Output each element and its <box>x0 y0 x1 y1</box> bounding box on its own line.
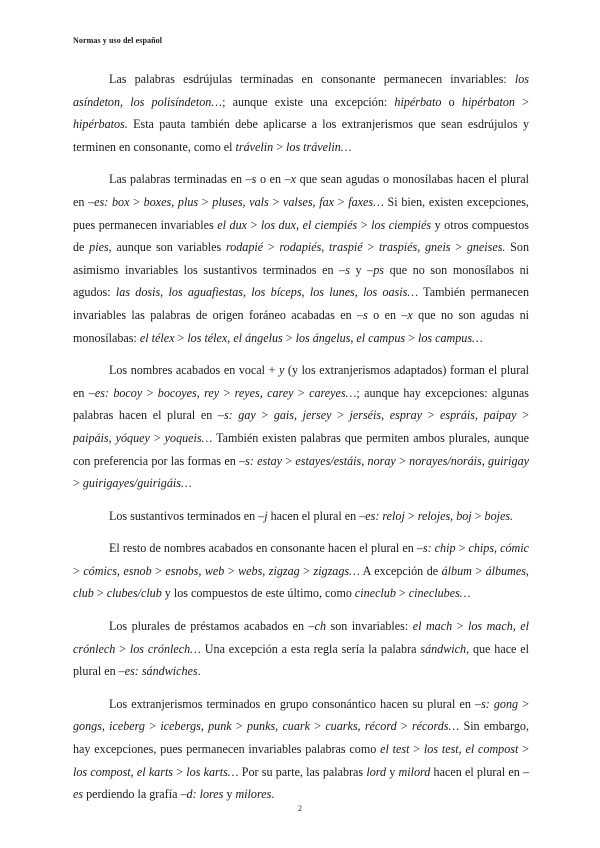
italic-term: rodapié <box>225 240 264 255</box>
italic-term: hipérbaton <box>461 94 515 109</box>
text-run: > <box>404 508 418 523</box>
italic-term: los asíndeton, los polisíndeton… <box>73 72 529 109</box>
text-run: > <box>471 508 485 523</box>
text-run: Una excepción a esta regla sería la palabra <box>200 641 421 656</box>
italic-term: j <box>264 508 268 523</box>
text-run: > <box>255 408 274 423</box>
paragraph-5 <box>73 537 529 605</box>
italic-term: reyes, carey <box>234 385 294 400</box>
italic-term: ch <box>314 619 327 634</box>
text-run: Las palabras esdrújulas terminadas en consonante permanecen invariables: <box>109 72 515 86</box>
text-run: hacen el plural en – <box>430 764 530 779</box>
text-run: o <box>441 94 462 109</box>
text-run: > <box>173 764 187 779</box>
text-run: > <box>516 408 529 423</box>
italic-term: boxes, plus <box>143 194 199 209</box>
document-body <box>73 68 529 806</box>
italic-term: x <box>290 172 297 187</box>
text-run: y otros compuestos de <box>73 217 529 255</box>
text-run: > <box>357 217 372 232</box>
text-run: > <box>142 385 158 400</box>
text-run: ; aunque existe una excepción: <box>222 94 395 109</box>
italic-term: s: gong <box>481 696 519 711</box>
italic-term: los campus… <box>417 330 483 345</box>
italic-term: los télex, el ángelus <box>187 330 283 345</box>
text-run: > <box>247 217 261 232</box>
italic-term: bocoyes, rey <box>157 385 220 400</box>
italic-term: s: chip <box>422 541 456 556</box>
paragraph-6 <box>73 615 529 683</box>
text-run: > <box>282 330 296 345</box>
italic-term: trávelin <box>235 139 274 154</box>
text-run: > <box>263 240 280 255</box>
italic-term: norayes/noráis, guirigay <box>409 453 530 468</box>
paragraph-2 <box>73 168 529 349</box>
italic-term: chips, cómic <box>468 541 530 556</box>
italic-term: cuarks, récord <box>325 719 397 734</box>
text-run: > <box>224 563 239 578</box>
italic-term: el test <box>380 742 410 757</box>
text-run: A excepción de <box>359 563 442 578</box>
italic-term: s <box>345 262 350 277</box>
italic-term: s <box>251 172 257 187</box>
text-run: > <box>518 696 529 711</box>
text-run: y – <box>349 262 374 277</box>
text-run: hacen el plural en – <box>267 508 366 523</box>
text-run: También existen palabras que permiten ambos plurales, aunque con preferencia por las formas en – <box>73 430 529 468</box>
italic-term: y <box>278 363 285 378</box>
italic-term: clubes/club <box>106 586 162 601</box>
text-run: Son asimismo invariables los sustantivos terminados en – <box>73 240 529 277</box>
italic-term: los ciempiés <box>371 217 432 232</box>
italic-term: las dosis, los aguafiestas, los bíceps, los lunes, los oasis… <box>115 285 419 300</box>
text-run: > <box>471 563 486 578</box>
italic-term: s: estay <box>245 453 283 468</box>
italic-term: zigzags… <box>313 563 360 578</box>
text-run: También permanecen invariables las palabras de origen foráneo acabadas en – <box>73 285 529 322</box>
italic-term: sándwich <box>420 641 467 656</box>
text-run: y <box>223 787 236 802</box>
italic-term: pies <box>89 240 109 255</box>
text-run: > <box>231 719 247 734</box>
text-run: , que hace el plural en – <box>73 641 530 679</box>
italic-term: los ángelus, el campus <box>295 330 406 345</box>
italic-term: valses, fax <box>282 194 335 209</box>
italic-term: los dux, el ciempiés <box>260 217 358 232</box>
italic-term: álbum <box>441 563 472 578</box>
italic-term: los mach, el crónlech <box>73 619 530 656</box>
text-run: > <box>450 240 467 255</box>
italic-term: es: box <box>94 194 130 209</box>
text-run: > <box>268 194 283 209</box>
text-run: que no son monosílabos ni agudos: <box>73 262 529 300</box>
text-run: > <box>331 408 350 423</box>
text-run: Si bien, existen excepciones, pues permanecen invariables <box>73 194 529 232</box>
italic-term: jerséis, espray <box>349 408 422 423</box>
text-run: Sin embargo, hay excepciones, pues permanecen invariables palabras como <box>73 719 529 757</box>
text-run: > <box>421 408 441 423</box>
italic-term: bojes. <box>484 508 514 523</box>
text-run: y <box>386 764 399 779</box>
text-run: > <box>129 194 144 209</box>
text-run: Las palabras terminadas en – <box>109 172 252 187</box>
text-run: ; aunque hay excepciones: algunas palabras hacen el plural en – <box>73 385 529 423</box>
italic-term: guirigayes/guirigáis… <box>82 476 192 491</box>
italic-term: hipérbatos. <box>73 117 128 132</box>
italic-term: espráis, paipay <box>440 408 517 423</box>
text-run: Por su parte, las palabras <box>238 764 367 779</box>
running-header: Normas y uso del español <box>73 36 163 45</box>
italic-term: gais, jersey <box>273 408 332 423</box>
text-run: que sean agudas o monosílabas hacen el plural en – <box>73 172 529 209</box>
italic-term: hipérbato <box>394 94 442 109</box>
italic-term: milord <box>398 764 431 779</box>
text-run: > <box>334 194 349 209</box>
text-run: > <box>151 563 166 578</box>
italic-term: gongs, iceberg <box>73 719 145 734</box>
italic-term: el dux <box>217 217 247 232</box>
italic-term: s: gay <box>223 408 256 423</box>
paragraph-1 <box>73 68 529 158</box>
text-run: > <box>409 742 424 757</box>
text-run: que no son agudas ni monosílabas: <box>73 307 529 345</box>
italic-term: careyes… <box>309 385 357 400</box>
italic-term: esnobs, web <box>165 563 225 578</box>
italic-term: estayes/estáis, noray <box>295 453 396 468</box>
text-run: > <box>395 453 410 468</box>
italic-term: los test, el compost <box>423 742 519 757</box>
text-run: . <box>197 664 201 679</box>
italic-term: x <box>407 307 413 322</box>
text-run: Los plurales de préstamos acabados en – <box>109 619 315 634</box>
text-run: o en – <box>367 307 408 322</box>
italic-term: los crónlech… <box>129 641 201 656</box>
text-run: > <box>396 719 412 734</box>
italic-term: lord <box>366 764 387 779</box>
text-run: El resto de nombres acabados en consonante hacen el plural en – <box>109 541 423 556</box>
italic-term: el télex <box>139 330 175 345</box>
text-run: > <box>219 385 235 400</box>
italic-term: álbumes, club <box>73 563 529 601</box>
text-run: > <box>282 453 296 468</box>
text-run: Esta pauta también debe aplicarse a los extranjerismos que sean esdrújulos y terminen en consonante, como el <box>73 117 529 154</box>
text-run: > <box>93 586 107 601</box>
text-run: Los extranjerismos terminados en grupo consonántico hacen su plural en – <box>109 696 482 711</box>
italic-term: relojes, boj <box>417 508 472 523</box>
italic-term: icebergs, punk <box>160 719 232 734</box>
text-run: > <box>395 586 409 601</box>
text-run: > <box>73 476 83 491</box>
text-run: > <box>362 240 379 255</box>
italic-term: los karts… <box>186 764 239 779</box>
text-run: Los nombres acabados en vocal + <box>109 363 279 378</box>
text-run: (y los extranjerismos adaptados) forman el plural en – <box>73 363 529 400</box>
italic-term: punks, cuark <box>246 719 310 734</box>
text-run: > <box>115 641 130 656</box>
paragraph-7 <box>73 693 529 806</box>
text-run: son invariables: <box>326 619 413 634</box>
italic-term: cineclub <box>354 586 396 601</box>
italic-term: rodapiés, traspié <box>279 240 363 255</box>
italic-term: cómics, esnob <box>83 563 152 578</box>
text-run: . <box>271 787 275 802</box>
text-run: > <box>514 94 529 109</box>
italic-term: los trávelin… <box>286 139 352 154</box>
text-run: > <box>299 563 314 578</box>
paragraph-3 <box>73 359 529 495</box>
italic-term: webs, zigzag <box>238 563 300 578</box>
italic-term: los compost, el karts <box>73 764 174 779</box>
page-number: 2 <box>298 804 302 813</box>
text-run: , aunque son variables <box>108 240 226 255</box>
text-run: > <box>174 330 188 345</box>
italic-term: pluses, vals <box>212 194 269 209</box>
italic-term: es: reloj <box>365 508 405 523</box>
italic-term: paipáis, yóquey <box>73 430 150 445</box>
italic-term: traspiés, gneis <box>378 240 451 255</box>
italic-term: d: lores <box>186 787 224 802</box>
italic-term: milores <box>235 787 272 802</box>
italic-term: faxes… <box>348 194 384 209</box>
italic-term: es: bocoy <box>94 385 143 400</box>
text-run: > <box>144 719 161 734</box>
italic-term: yoqueis… <box>164 430 213 445</box>
italic-term: el mach <box>412 619 453 634</box>
text-run: o en – <box>256 172 291 187</box>
text-run: > <box>198 194 213 209</box>
italic-term: récords… <box>411 719 460 734</box>
text-run: > <box>293 385 310 400</box>
text-run: > <box>518 742 529 757</box>
text-run: > <box>309 719 326 734</box>
text-run: > <box>73 563 84 578</box>
text-run: Los sustantivos terminados en – <box>109 508 265 523</box>
italic-term: cineclubes… <box>408 586 471 601</box>
text-run: y los compuestos de este último, como <box>161 586 355 601</box>
text-run: perdiendo la grafía – <box>83 787 187 802</box>
text-run: > <box>455 541 469 556</box>
italic-term: es: sándwiches <box>124 664 198 679</box>
text-run: > <box>452 619 468 634</box>
text-run: > <box>273 139 287 154</box>
italic-term: es <box>73 787 84 802</box>
text-run: > <box>149 430 165 445</box>
text-run: > <box>405 330 418 345</box>
italic-term: s <box>363 307 368 322</box>
italic-term: ps <box>373 262 384 277</box>
italic-term: gneises. <box>466 240 506 255</box>
paragraph-4 <box>73 505 529 528</box>
